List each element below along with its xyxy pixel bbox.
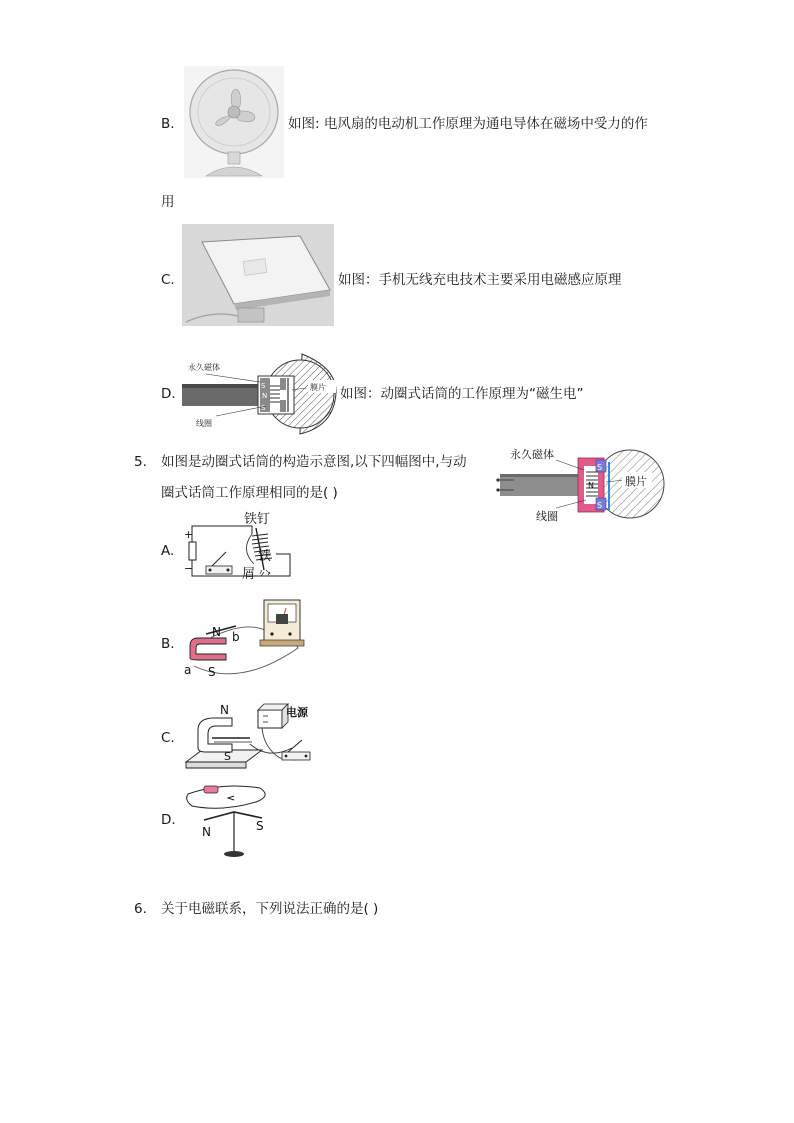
a-minus: − bbox=[184, 562, 194, 575]
q4-option-c-text: 如图：手机无线充电技术主要采用电磁感应原理 bbox=[338, 272, 622, 288]
d-coil-label: 线圈 bbox=[196, 419, 212, 428]
q4-option-b-label: B. bbox=[161, 116, 175, 132]
q4-option-d-label: D. bbox=[161, 386, 176, 402]
q5-option-b-label: B. bbox=[161, 636, 175, 652]
q4-option-b-text-continued: 用 bbox=[161, 194, 175, 210]
compass-wire-figure bbox=[182, 780, 280, 860]
d-n-label: N bbox=[202, 825, 211, 839]
b-a-label: a bbox=[184, 663, 192, 677]
induction-galvanometer-figure bbox=[180, 594, 306, 686]
b-b-label: b bbox=[232, 630, 240, 644]
b-s-label: S bbox=[208, 665, 216, 679]
q5-n-mark: N bbox=[588, 481, 594, 490]
q6-question: 关于电磁联系，下列说法正确的是( ) bbox=[161, 901, 379, 917]
a-filings-label-2: 屑 bbox=[242, 567, 256, 582]
d-membrane-label: 膜片 bbox=[310, 383, 326, 392]
wireless-charger-image bbox=[182, 224, 334, 326]
q5-s-mark-bottom: S bbox=[597, 501, 603, 510]
d-s-mark-bottom: S bbox=[261, 404, 266, 412]
q5-option-c-label: C. bbox=[161, 730, 175, 746]
q4-option-c-label: C. bbox=[161, 272, 175, 288]
fan-image bbox=[184, 66, 284, 178]
c-n-label: N bbox=[220, 703, 229, 717]
microphone-diagram-small bbox=[182, 348, 340, 440]
q5-question-line2: 圈式话筒工作原理相同的是( ) bbox=[161, 485, 338, 501]
q5-question-line1: 如图是动圈式话筒的构造示意图,以下四幅图中,与动 bbox=[161, 454, 467, 470]
b-n-label: N bbox=[212, 625, 221, 639]
a-plus: + bbox=[184, 528, 194, 541]
q5-membrane-label: 膜片 bbox=[625, 475, 647, 488]
q5-magnet-label: 永久磁体 bbox=[510, 448, 554, 461]
d-magnet-label: 永久磁体 bbox=[188, 363, 220, 372]
electromagnet-figure bbox=[180, 510, 296, 584]
d-s-label: S bbox=[256, 819, 264, 833]
q5-s-mark-top: S bbox=[597, 463, 603, 472]
q5-coil-label: 线圈 bbox=[536, 510, 558, 523]
a-nail-label: 铁钉 bbox=[244, 512, 271, 527]
q5-number: 5. bbox=[134, 454, 147, 470]
microphone-diagram-color bbox=[494, 444, 670, 524]
q5-option-a-label: A. bbox=[161, 543, 175, 559]
a-filings-label-1: 铁 bbox=[258, 549, 272, 564]
q6-number: 6. bbox=[134, 901, 147, 917]
q4-option-b-text: 如图: 电风扇的电动机工作原理为通电导体在磁场中受力的作 bbox=[288, 116, 648, 132]
q5-option-d-label: D. bbox=[161, 812, 176, 828]
d-s-mark-top: S bbox=[261, 382, 266, 390]
c-s-label: S bbox=[224, 750, 231, 763]
motor-power-figure bbox=[184, 700, 320, 772]
q4-option-d-text: 如图：动圈式话筒的工作原理为“磁生电” bbox=[340, 386, 584, 402]
c-power-label: 电源 bbox=[286, 706, 308, 719]
d-n-mark: N bbox=[262, 392, 268, 400]
